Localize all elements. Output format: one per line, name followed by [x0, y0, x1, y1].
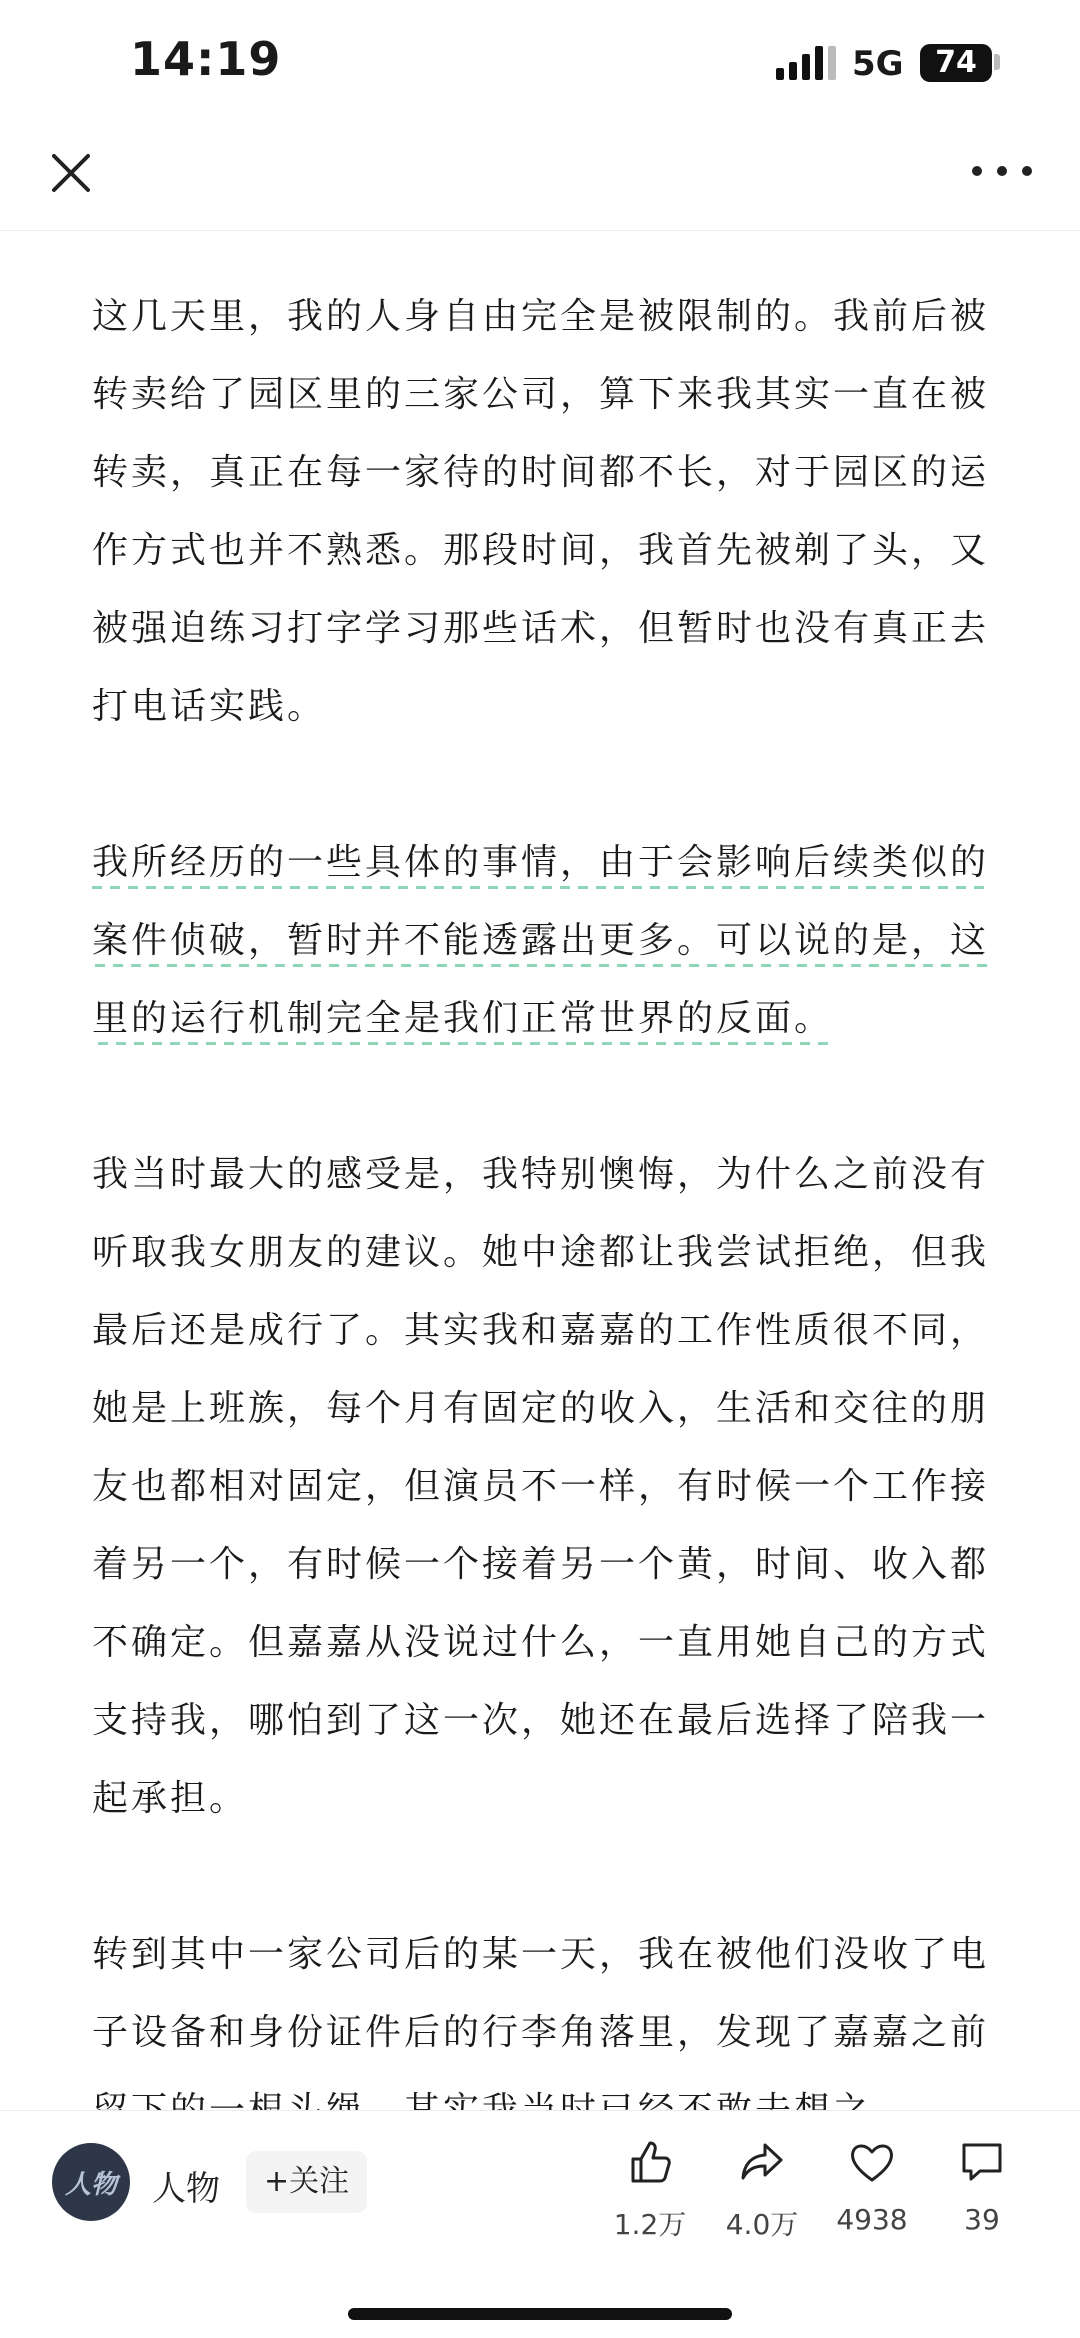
network-label: 5G: [852, 44, 904, 84]
follow-button[interactable]: +关注: [246, 2151, 367, 2213]
article-paragraph-highlighted: [92, 824, 992, 1058]
favorite-count: 4938: [836, 2203, 908, 2236]
favorite-button[interactable]: [822, 2137, 922, 2236]
nav-bar: [0, 130, 1080, 231]
avatar[interactable]: 人物: [52, 2143, 130, 2221]
article-paragraph: 转到其中一家公司后的某一天，我在被他们没收了电子设备和身份证件后的行李角落里，发现了嘉嘉之前: [92, 1934, 990, 2053]
home-indicator[interactable]: [348, 2308, 732, 2320]
status-time: 14:19: [130, 32, 282, 86]
thumbs-up-icon: [625, 2137, 675, 2187]
battery-icon: 74: [920, 44, 992, 82]
author-name[interactable]: 人物: [152, 2169, 220, 2209]
like-count: 1.2万: [613, 2208, 687, 2241]
article-paragraph: 我当时最大的感受是，我特别懊悔，为什么之前没有听取我女朋友的建议。她中途都让我尝试拒绝，但我最后还是成行了。其实我和嘉嘉的工作性质很不同，她是上班族，每个月有固定的收入，生活和交往的朋友也都相对固定，但演员不一样，有时候一个工作接着另一个，有时候一个接着另一个黄，时间、收入都不确定。但嘉嘉从没说过什么，一直用她自己的方式支持我，哪怕到了这一次，她还在最后选择了陪我一起承担。: [92, 1154, 990, 1819]
comment-button[interactable]: [932, 2137, 1032, 2236]
comment-count: 39: [964, 2203, 1000, 2236]
comment-icon: [957, 2137, 1007, 2187]
bottom-action-bar: [0, 2110, 1080, 2338]
status-bar: [0, 0, 1080, 130]
battery-cap: [994, 54, 1000, 70]
more-icon[interactable]: [972, 156, 1032, 186]
share-count: 4.0万: [725, 2208, 799, 2241]
highlighted-text[interactable]: 我所经历的一些具体的事情，由于会影响后续类似的案件侦破，暂时并不能透露出更多。可以说的是，这里的运行机制完全是我们正常世界的反面。: [92, 842, 989, 1045]
share-icon: [737, 2137, 787, 2187]
article-body: [92, 278, 992, 2108]
like-button[interactable]: [600, 2137, 700, 2243]
close-icon[interactable]: [48, 150, 94, 196]
heart-icon: [847, 2137, 897, 2187]
signal-icon: [776, 44, 836, 80]
share-button[interactable]: [712, 2137, 812, 2243]
article-paragraph: 这几天里，我的人身自由完全是被限制的。我前后被转卖给了园区里的三家公司，算下来我其实一直在被转卖，真正在每一家待的时间都不长，对于园区的运作方式也并不熟悉。那段时间，我首先被剃了头，又被强迫练习打字学习那些话术，但暂时也没有真正去打电话实践。: [92, 296, 990, 727]
